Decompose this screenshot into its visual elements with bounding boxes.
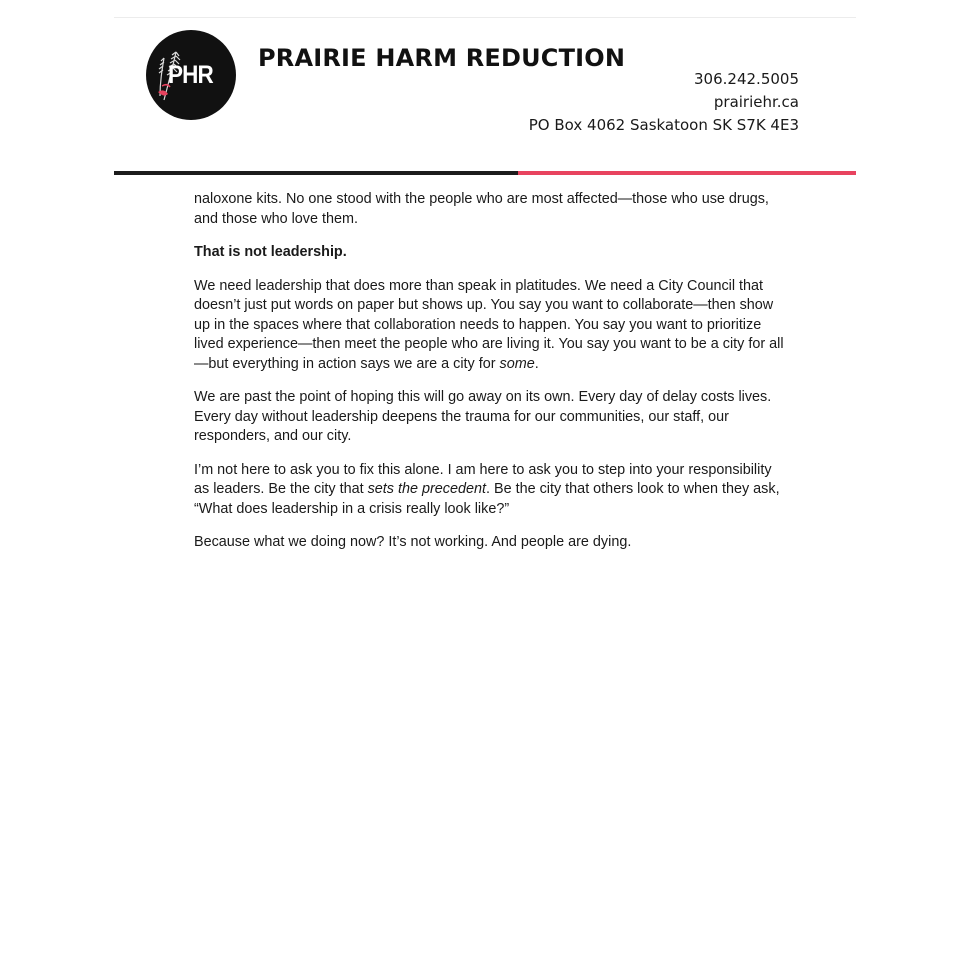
top-rule [114, 17, 856, 18]
paragraph-3-end: . [534, 355, 539, 372]
emphasis-statement: That is not leadership. [194, 244, 347, 260]
letter-body [194, 190, 784, 567]
paragraph-3-text: We need leadership that does more than speak in platitudes. We need a City Council that doesn’t just put words on paper but shows up. You say you want to collaborate—then show up in the spaces where that collaboration needs to happen. You say you want to prioritize lived experience—then meet the people who are living it. You say you want to be a city for all—but everything in action says we are a city for [194, 277, 784, 372]
paragraph-1: naloxone kits. No one stood with the people who are most affected—those who use drugs, and those who love them. [194, 191, 769, 227]
phone-number: 306.242.5005 [694, 70, 799, 88]
header-divider-dark [114, 171, 518, 175]
mailing-address: PO Box 4062 Saskatoon SK S7K 4E3 [528, 116, 799, 134]
paragraph-3-emphasis: some [499, 355, 535, 372]
logo-text: PHR [168, 61, 213, 89]
paragraph-5-text-b: . Be the city that others look to when they ask, “What does leadership in a crisis really look like?” [194, 481, 780, 517]
paragraph-5 [194, 461, 784, 520]
organization-name: PRAIRIE HARM REDUCTION [258, 44, 626, 72]
contact-block [529, 68, 799, 137]
paragraph-2 [194, 243, 784, 263]
phr-logo [146, 30, 236, 120]
paragraph-3 [194, 277, 784, 375]
paragraph-5-emphasis: sets the precedent [367, 481, 486, 497]
website-link[interactable]: prairiehr.ca [713, 93, 799, 111]
header-divider-accent [518, 171, 856, 175]
paragraph-6: Because what we doing now? It’s not working. And people are dying. [194, 534, 632, 550]
paragraph-4: We are past the point of hoping this will go away on its own. Every day of delay costs lives. Every day without leadership deepens the trauma for our communities, our staff, our responders, and our city. [194, 389, 772, 444]
paragraph-5-text-a: I’m not here to ask you to fix this alone. I am here to ask you to step into your responsibility as leaders. Be the city that [194, 461, 772, 497]
